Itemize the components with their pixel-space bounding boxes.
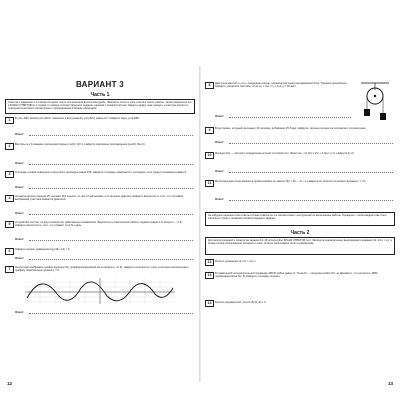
answer-label: Ответ:: [15, 161, 25, 165]
task-number: 13: [205, 272, 214, 279]
task-text: Функция f(x) — чётная и определена на всей числовой оси. Известно, что f(x) = 2x² + 3 при x ≥ 0. Найдите f(−2).: [215, 152, 355, 155]
task-number: 14: [205, 300, 214, 307]
task-9: [205, 127, 395, 147]
task-3: [5, 171, 195, 193]
answer-label: Ответ:: [15, 211, 25, 215]
answer-line[interactable]: [215, 114, 351, 119]
answer-label: Ответ:: [15, 185, 25, 189]
answer-line[interactable]: [15, 211, 193, 216]
page-number: 12: [7, 381, 13, 386]
task-1: [5, 117, 195, 141]
task-text: Устройство состоит из двух элементов, работающих независимо. Вероятность безотказной работы первого равна 0,9, второго — 0,8. Найдите вероятность того, что откажет хотя бы один.: [15, 221, 183, 228]
task-text: В ресторане, который посещают 40 человек, добавлено 25 блюд. Найдите, сколько процентов составляет эта величина.: [215, 127, 366, 130]
transfer-answers-note: Не забудьте перенести все ответы в бланк ответов № 1 в соответствии с инструкцией по выполнению работы. Проверьте, чтобы каждый ответ был записан в строке с номером соответствующего задания.: [205, 212, 395, 226]
task-number: 2: [5, 143, 14, 150]
task-4: [5, 195, 195, 219]
answer-line[interactable]: [15, 256, 193, 261]
answer-label: Ответ:: [215, 169, 225, 173]
part-1-instructions: Ответом к заданиям 1–11 является целое число или конечная десятичная дробь. Запишите число в поле ответа в тексте работы, затем перенесите его в БЛАНК ОТВЕТОВ № 1 справа от номера соответствующего задания, начиная с первой клеточки. Каждую цифру, знак «минус» и запятую пишите в отдельной клеточке в соответствии с приведёнными в бланке образцами.: [5, 99, 195, 114]
part-2-heading: Часть 2: [290, 230, 310, 236]
pulley-diagram: [355, 82, 395, 122]
page-number: 13: [387, 381, 393, 386]
task-6: [5, 248, 195, 264]
answer-line[interactable]: [15, 237, 193, 242]
task-number: 4: [5, 195, 14, 202]
function-graph: [25, 278, 175, 304]
task-number: 5: [5, 221, 14, 228]
answer-line[interactable]: [15, 161, 193, 166]
task-number: 12: [205, 259, 214, 266]
answer-line[interactable]: [215, 169, 393, 174]
task-text: На мероприятие пришли 25 человек. В 8 школах, из них 12 мальчиков, а остальные девочки. Найдите вероятность того, что случайно выбранный участник окажется девочкой.: [15, 195, 184, 202]
answer-line[interactable]: [215, 140, 393, 145]
task-8: [205, 82, 395, 122]
task-text: Векторы a и b взаимно перпендикулярны и |a|=2, |b|=1. Найдите скалярное произведение (a+2b)·(3a−b).: [15, 143, 146, 146]
task-text: В правильной четырёхугольной пирамиде ABCD рёбра равны 6. Точка M — середина ребра SC. а) Докажите, что плоскость ABM перпендикулярна SC. б) Найдите площадь сечения.: [215, 272, 378, 279]
task-number: 11: [205, 180, 214, 187]
answer-label: Ответ:: [15, 237, 25, 241]
answer-label: Ответ:: [15, 310, 25, 314]
task-number: 7: [5, 266, 14, 273]
answer-line[interactable]: [15, 185, 193, 190]
task-number: 8: [205, 82, 214, 89]
task-text: Площадь осевой поверхности кругового цилиндра равна 156. Найдите площадь поверхности цилиндра, если радиус основания равен 6.: [15, 171, 187, 174]
task-number: 3: [5, 171, 14, 178]
task-7: [5, 266, 195, 366]
answer-label: Ответ:: [15, 256, 25, 260]
task-11: [205, 180, 395, 204]
part-1-heading: Часть 1: [90, 92, 110, 98]
task-text: На рисунке изображён график функции f(x), дифференцируемой на интервале (−9; 9). Найдите количество точек, в которых касательная к графику параллельна прямой y = 5.: [15, 266, 189, 273]
task-number: 1: [5, 117, 14, 124]
task-number: 10: [205, 152, 214, 159]
left-page: [3, 70, 197, 386]
task-text: Два груза массой m₁ и m₂ соединены нитью, перекинутой через неподвижный блок. Трением пренебречь. Найдите ускорение системы, если m₁ = 3 кг, m₂ = 5 кг, g = 10 м/с².: [215, 82, 348, 89]
task-12: [205, 259, 395, 269]
task-text: Решите неравенство: (x²+2x−8)/(x−4) ≥ 0.: [215, 301, 267, 304]
answer-line[interactable]: [15, 310, 193, 315]
task-text: В угол ABC вписан угол BAC, смежного к внутреннему углу B(C) равна 11°. Найдите меру угла ABC.: [15, 117, 141, 120]
task-5: [5, 221, 195, 245]
answer-line[interactable]: [215, 197, 393, 202]
variant-title: ВАРИАНТ 3: [75, 80, 125, 89]
answer-label: Ответ:: [15, 132, 25, 136]
task-2: [5, 143, 195, 169]
book-gutter: [199, 66, 201, 382]
answer-label: Ответ:: [215, 197, 225, 201]
task-text: Материальная точка движется прямолинейно по закону S(t) = 6t² − 4t + 1. Найдите её скорость в момент времени t = 3 с.: [215, 180, 367, 183]
answer-label: Ответ:: [215, 140, 225, 144]
task-text: Найдите корень уравнения log₂(16x−12) = 6.: [15, 248, 71, 251]
task-number: 9: [205, 127, 214, 134]
task-10: [205, 152, 395, 176]
task-number: 6: [5, 248, 14, 255]
task-13: [205, 272, 395, 296]
answer-line[interactable]: [15, 132, 193, 137]
task-text: Решите уравнение sin 2x = cos x.: [215, 260, 257, 263]
part-2-instructions: Для записи решений и ответов на задания 12–18 используйте БЛАНК ОТВЕТОВ № 2. Запишите сначала номер выполняемого задания (12, 13 и т. д.), а затем полное обоснованное решение и ответ. Ответы записывайте чётко и разборчиво.: [205, 237, 395, 255]
task-14: [205, 300, 395, 310]
answer-label: Ответ:: [215, 114, 225, 118]
right-page: [203, 70, 397, 386]
